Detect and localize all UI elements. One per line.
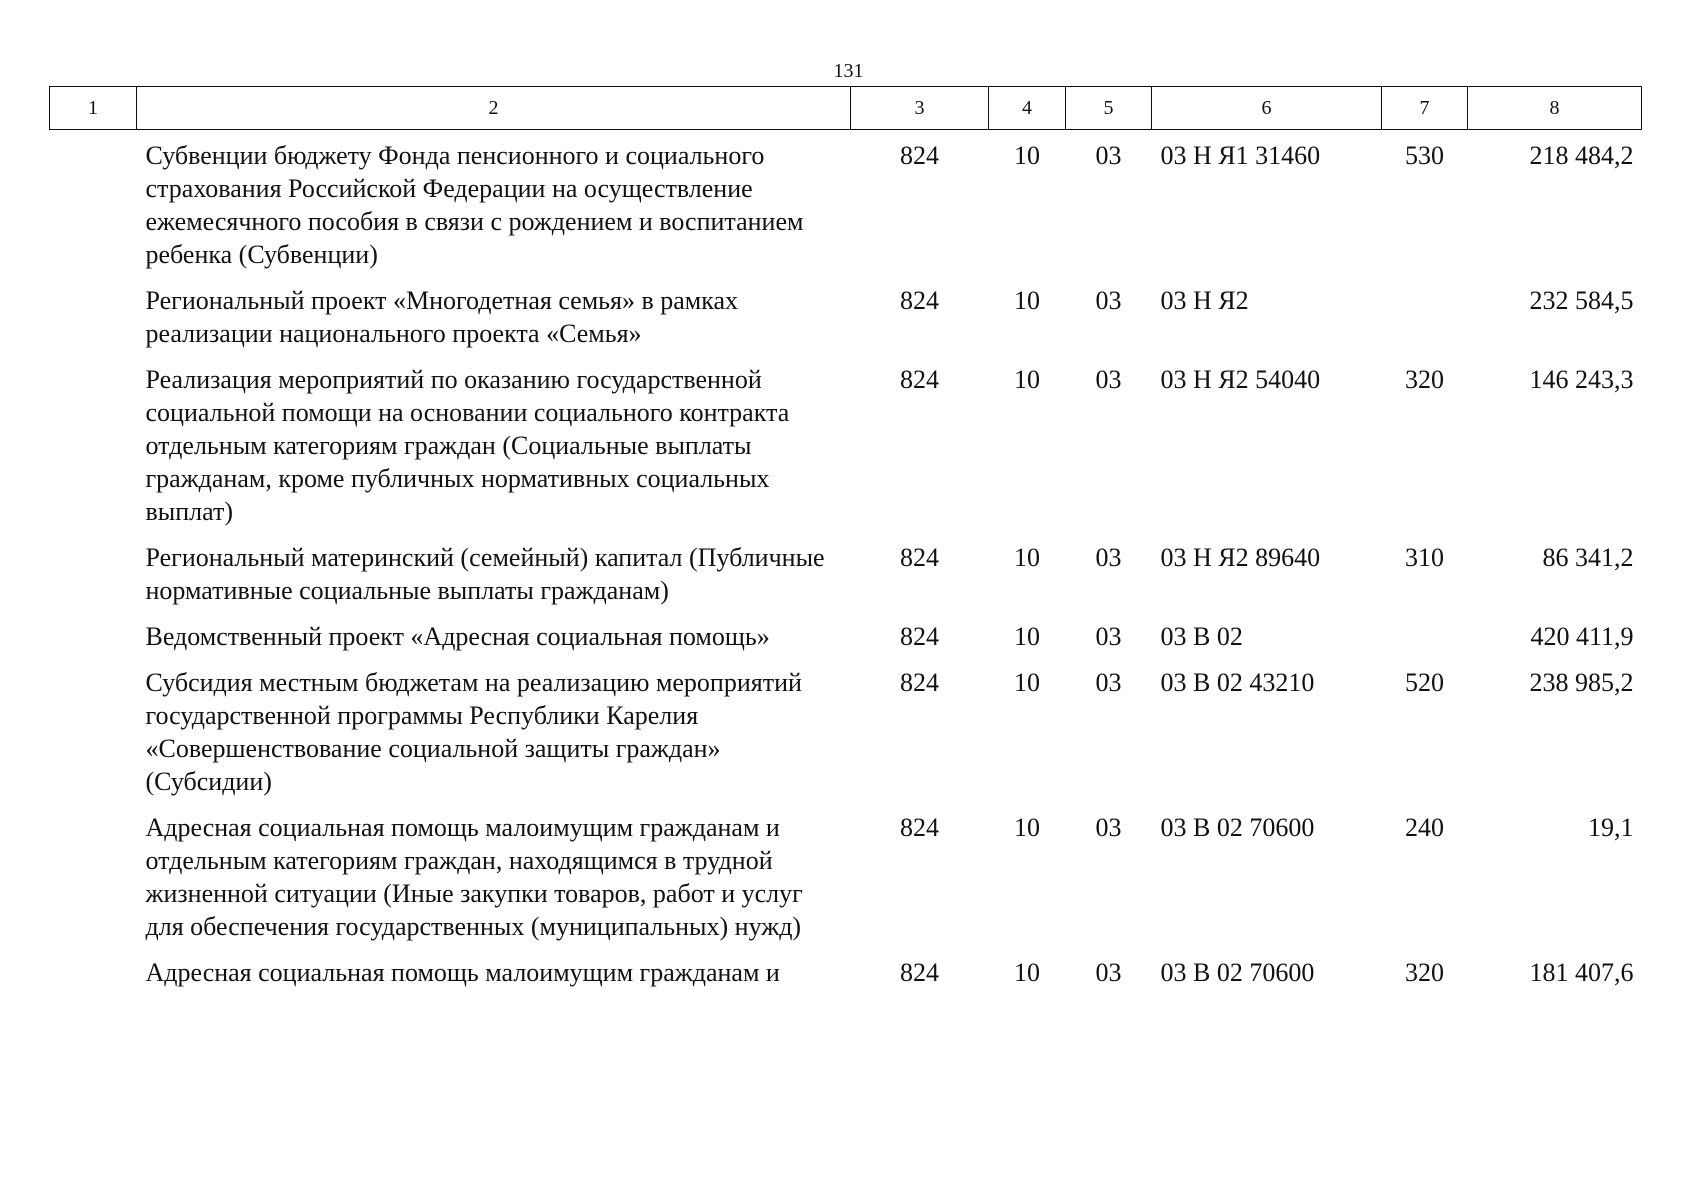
target-article-code: 03 Н Я2 89640 — [1160, 543, 1321, 572]
subsection-code: 03 — [1095, 813, 1122, 842]
subsection-code: 03 — [1095, 668, 1122, 697]
grbs-code: 824 — [900, 958, 939, 987]
item-name: Реализация мероприятий по оказанию государственной социальной помощи на основании социального контракта отдельным категориям граждан (Социальные выплаты гражданам, кроме публичных нормативных социальных выплат) — [145, 365, 790, 526]
grbs-code: 824 — [900, 543, 939, 572]
item-name: Субвенции бюджету Фонда пенсионного и социального страхования Российской Федерации на осуществление ежемесячного пособия в связи с рождением и воспитанием ребенка (Субвенции) — [145, 141, 804, 269]
grbs-code: 824 — [900, 813, 939, 842]
header-col-5: 5 — [1066, 87, 1152, 130]
target-article-code: 03 В 02 70600 — [1160, 958, 1315, 987]
table-body — [50, 130, 1642, 990]
table-row — [50, 607, 1642, 653]
expense-type-code: 310 — [1405, 543, 1444, 572]
section-code: 10 — [1014, 668, 1040, 697]
amount: 238 985,2 — [1529, 668, 1634, 697]
grbs-code: 824 — [900, 141, 939, 170]
header-col-6: 6 — [1152, 87, 1382, 130]
amount: 232 584,5 — [1529, 286, 1634, 315]
subsection-code: 03 — [1095, 958, 1122, 987]
expense-type-code: 240 — [1405, 813, 1444, 842]
header-col-8: 8 — [1468, 87, 1642, 130]
table-row — [50, 350, 1642, 528]
table-row — [50, 653, 1642, 798]
section-code: 10 — [1014, 543, 1040, 572]
row-number-cell — [50, 653, 137, 798]
expense-type-code — [1382, 271, 1468, 350]
section-code: 10 — [1014, 365, 1040, 394]
expense-type-code: 320 — [1405, 958, 1444, 987]
amount: 19,1 — [1588, 813, 1634, 842]
row-number-cell — [50, 798, 137, 943]
header-row — [50, 87, 1642, 130]
row-number-cell — [50, 528, 137, 607]
header-col-7: 7 — [1382, 87, 1468, 130]
row-number-cell — [50, 350, 137, 528]
target-article-code: 03 Н Я2 — [1160, 286, 1249, 315]
table-row — [50, 943, 1642, 989]
section-code: 10 — [1014, 622, 1040, 651]
amount: 146 243,3 — [1529, 365, 1634, 394]
item-name: Адресная социальная помощь малоимущим гражданам и отдельным категориям граждан, находящимся в трудной жизненной ситуации (Иные закупки товаров, работ и услуг для обеспечения государственных (муниципальных) нужд) — [145, 813, 803, 941]
item-name: Ведомственный проект «Адресная социальная помощь» — [145, 622, 770, 651]
table-row — [50, 130, 1642, 272]
section-code: 10 — [1014, 958, 1040, 987]
subsection-code: 03 — [1095, 286, 1122, 315]
subsection-code: 03 — [1095, 543, 1122, 572]
subsection-code: 03 — [1095, 622, 1122, 651]
table-header — [50, 87, 1642, 130]
target-article-code: 03 Н Я2 54040 — [1160, 365, 1321, 394]
section-code: 10 — [1014, 813, 1040, 842]
table-row — [50, 798, 1642, 943]
budget-table — [49, 86, 1642, 989]
target-article-code: 03 В 02 70600 — [1160, 813, 1315, 842]
row-number-cell — [50, 943, 137, 989]
target-article-code: 03 В 02 43210 — [1160, 668, 1315, 697]
header-col-3: 3 — [851, 87, 989, 130]
amount: 218 484,2 — [1529, 141, 1634, 170]
amount: 420 411,9 — [1530, 622, 1634, 651]
grbs-code: 824 — [900, 365, 939, 394]
header-col-1: 1 — [50, 87, 137, 130]
row-number-cell — [50, 607, 137, 653]
subsection-code: 03 — [1095, 365, 1122, 394]
subsection-code: 03 — [1095, 141, 1122, 170]
target-article-code: 03 В 02 — [1160, 622, 1243, 651]
table-row — [50, 528, 1642, 607]
row-number-cell — [50, 271, 137, 350]
grbs-code: 824 — [900, 668, 939, 697]
expense-type-code: 520 — [1405, 668, 1444, 697]
item-name: Субсидия местным бюджетам на реализацию мероприятий государственной программы Республики Карелия «Совершенствование социальной защиты граждан» (Субсидии) — [145, 668, 802, 796]
expense-type-code: 320 — [1405, 365, 1444, 394]
item-name: Адресная социальная помощь малоимущим гражданам и — [145, 958, 780, 987]
amount: 181 407,6 — [1529, 958, 1634, 987]
expense-type-code: 530 — [1405, 141, 1444, 170]
header-col-2: 2 — [137, 87, 851, 130]
section-code: 10 — [1014, 141, 1040, 170]
table-row — [50, 271, 1642, 350]
page-number: 131 — [833, 60, 864, 82]
grbs-code: 824 — [900, 622, 939, 651]
row-number-cell — [50, 130, 137, 272]
grbs-code: 824 — [900, 286, 939, 315]
amount: 86 341,2 — [1542, 543, 1634, 572]
item-name: Региональный материнский (семейный) капитал (Публичные нормативные социальные выплаты гражданам) — [145, 543, 825, 605]
item-name: Региональный проект «Многодетная семья» в рамках реализации национального проекта «Семья» — [145, 286, 739, 348]
target-article-code: 03 Н Я1 31460 — [1160, 141, 1321, 170]
expense-type-code — [1382, 607, 1468, 653]
section-code: 10 — [1014, 286, 1040, 315]
header-col-4: 4 — [989, 87, 1066, 130]
